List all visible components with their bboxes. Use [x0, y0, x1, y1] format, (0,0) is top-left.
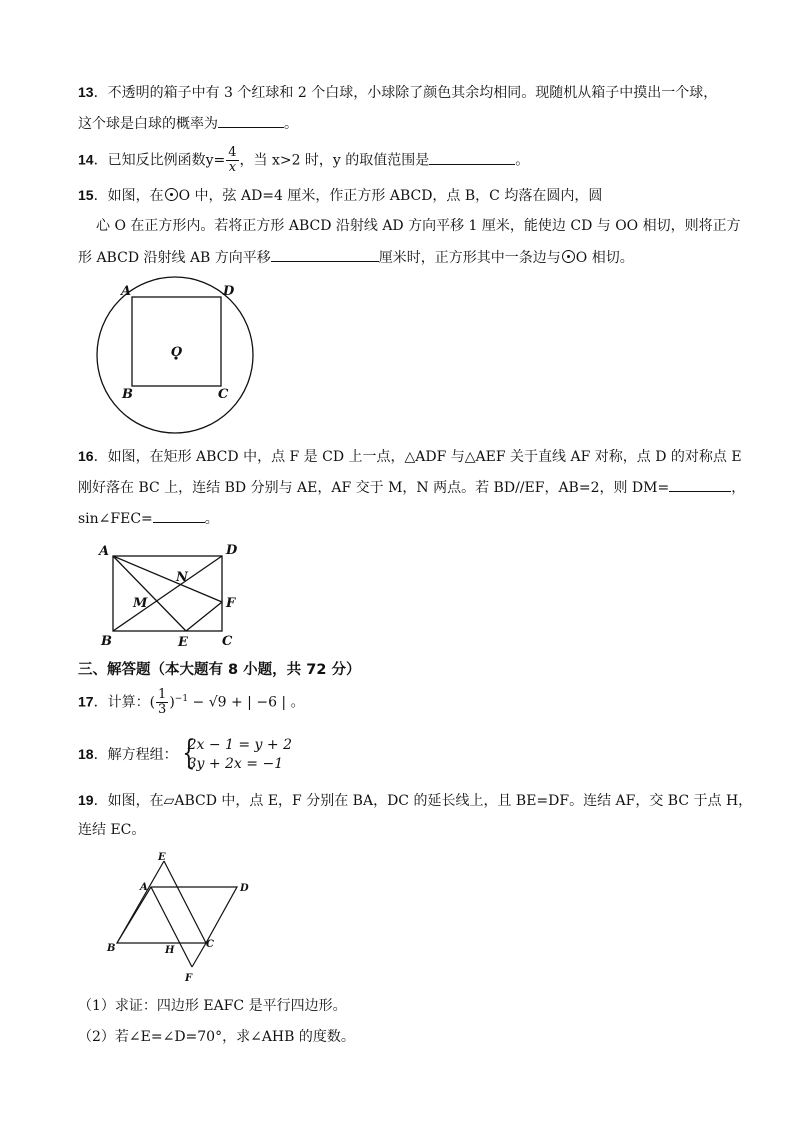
q14-text1: ．已知反比例函数y=: [93, 152, 226, 169]
q18-line: [78, 733, 292, 774]
q15-text1: ．如图，在: [93, 188, 164, 204]
q18-equation-2: 3y + 2x = −1: [187, 756, 284, 772]
q16-text4: sin∠FEC=: [78, 511, 153, 527]
q19-label-F: F: [185, 973, 193, 984]
q14-number: 14: [78, 151, 94, 168]
q13-answer-blank[interactable]: [218, 113, 284, 128]
q18-number: 18: [78, 746, 94, 762]
q19-text2: 连结 EC。: [78, 822, 146, 838]
left-brace-icon: {: [181, 733, 195, 773]
q13-line2: [78, 113, 298, 134]
q15-text6: O 相切。: [575, 250, 634, 266]
q19-label-D: D: [240, 883, 249, 894]
q19-part1: [78, 996, 347, 1016]
q16-segment-AE: [113, 556, 186, 631]
q16-label-A: A: [99, 544, 110, 559]
q19-segment-EC: [164, 861, 206, 943]
q18-equation-system: [178, 733, 292, 774]
q16-line1: [78, 446, 742, 467]
q19-text1: ．如图，在▱ABCD 中，点 E，F 分别在 BA，DC 的延长线上，且 BE=DF。连结 AF，交 BC 于点 H，: [93, 793, 753, 809]
q15-line2: [96, 216, 741, 236]
q19-parallelogram-ABCD: [117, 887, 237, 943]
q17-exponent: −1: [174, 693, 189, 704]
q17-line: [78, 688, 305, 717]
q19-line2: [78, 820, 145, 840]
q13-text2: 这个球是白球的概率为: [78, 116, 218, 132]
q16-line2: [78, 477, 745, 498]
q19-text4: （2）若∠E=∠D=70°，求∠AHB 的度数。: [78, 1029, 355, 1045]
q16-line3: [78, 508, 219, 529]
q16-number: 16: [78, 448, 94, 464]
q15-label-B: B: [122, 387, 133, 402]
q16-label-C: C: [222, 634, 233, 649]
q15-number: 15: [78, 187, 94, 203]
q17-text2: ): [169, 694, 175, 711]
q19-segment-EB: [117, 861, 164, 943]
q16-label-D: D: [226, 543, 238, 558]
q16-figure: [96, 540, 256, 650]
q15-square: [132, 297, 221, 386]
q15-label-A: A: [121, 284, 132, 299]
q17-text3: − √9 + | −6 | 。: [188, 694, 305, 711]
q17-text1: ．计算：(: [93, 694, 156, 711]
q15-text5: 厘米时，正方形其中一条边与: [378, 250, 561, 266]
q16-sin-blank[interactable]: [153, 508, 205, 523]
circle-dot-icon: [562, 250, 575, 263]
section-title: 三、解答题（本大题有 8 小题，共 72 分）: [78, 662, 361, 678]
q15-text4: 形 ABCD 沿射线 AB 方向平移: [78, 250, 271, 266]
circle-dot-icon: [165, 188, 178, 201]
q15-label-D: D: [223, 284, 235, 299]
q15-label-C: C: [218, 387, 229, 402]
q19-number: 19: [78, 792, 94, 808]
q14-fraction: [226, 146, 238, 175]
q15-line3: [78, 247, 634, 268]
q19-part2: [78, 1027, 355, 1047]
q14-text2: ，当 x>2 时，y 的取值范围是: [239, 152, 430, 169]
q14-answer-blank[interactable]: [429, 150, 515, 165]
q14-text3: 。: [515, 152, 530, 169]
q19-text3: （1）求证：四边形 EAFC 是平行四边形。: [78, 998, 347, 1014]
q16-dm-blank[interactable]: [669, 477, 731, 492]
q13-text3: 。: [284, 116, 298, 132]
q19-label-H: H: [165, 945, 175, 956]
q19-segment-CF: [192, 943, 206, 967]
q13-line1: [78, 82, 717, 103]
q16-text2: 刚好落在 BC 上，连结 BD 分别与 AE，AF 交于 M，N 两点。若 BD//EF，AB=2，则 DM=: [78, 480, 670, 496]
q19-label-A: A: [140, 882, 148, 893]
q16-segment-EF: [186, 602, 222, 631]
q16-segment-AF: [113, 556, 222, 602]
q19-label-B: B: [107, 943, 116, 954]
q19-figure: [102, 850, 272, 985]
q16-segment-BD: [113, 556, 222, 631]
q19-label-C: C: [206, 939, 214, 950]
q16-text3: ，: [731, 480, 746, 496]
q16-label-B: B: [101, 634, 112, 649]
q16-label-N: N: [176, 570, 188, 585]
q14-line: [78, 146, 529, 175]
q18-text1: ．解方程组：: [93, 747, 178, 763]
q17-frac-den: 3: [158, 702, 167, 717]
q13-text1: ．不透明的箱子中有 3 个红球和 2 个白球，小球除了颜色其余均相同。现随机从箱子中摸出一个球，: [93, 85, 718, 101]
q19-label-E: E: [158, 852, 166, 863]
q18-equation-1: 2x − 1 = y + 2: [187, 737, 292, 753]
q19-line1: [78, 790, 752, 811]
q17-fraction: [156, 688, 168, 717]
q15-line1: [78, 185, 602, 206]
q14-frac-num: 4: [228, 145, 237, 160]
q17-frac-num: 1: [158, 687, 167, 702]
q15-text2: O 中，弦 AD=4 厘米，作正方形 ABCD，点 B，C 均落在圆内，圆: [178, 188, 603, 204]
q16-text5: 。: [204, 511, 219, 527]
q15-label-O: O: [171, 345, 183, 360]
q16-text1: ．如图，在矩形 ABCD 中，点 F 是 CD 上一点，△ADF 与△AEF 关于直线 AF 对称，点 D 的对称点 E: [93, 449, 742, 465]
q15-figure: [92, 278, 262, 438]
q16-label-M: M: [133, 596, 148, 611]
q15-text3: 心 O 在正方形内。若将正方形 ABCD 沿射线 AD 方向平移 1 厘米，能使边 CD 与 OO 相切，则将正方: [96, 218, 741, 234]
q15-answer-blank[interactable]: [271, 247, 379, 262]
q16-label-E: E: [178, 635, 188, 650]
q17-number: 17: [78, 693, 94, 710]
q16-label-F: F: [226, 596, 236, 611]
q14-frac-den: x: [228, 160, 237, 175]
q13-number: 13: [78, 84, 94, 100]
